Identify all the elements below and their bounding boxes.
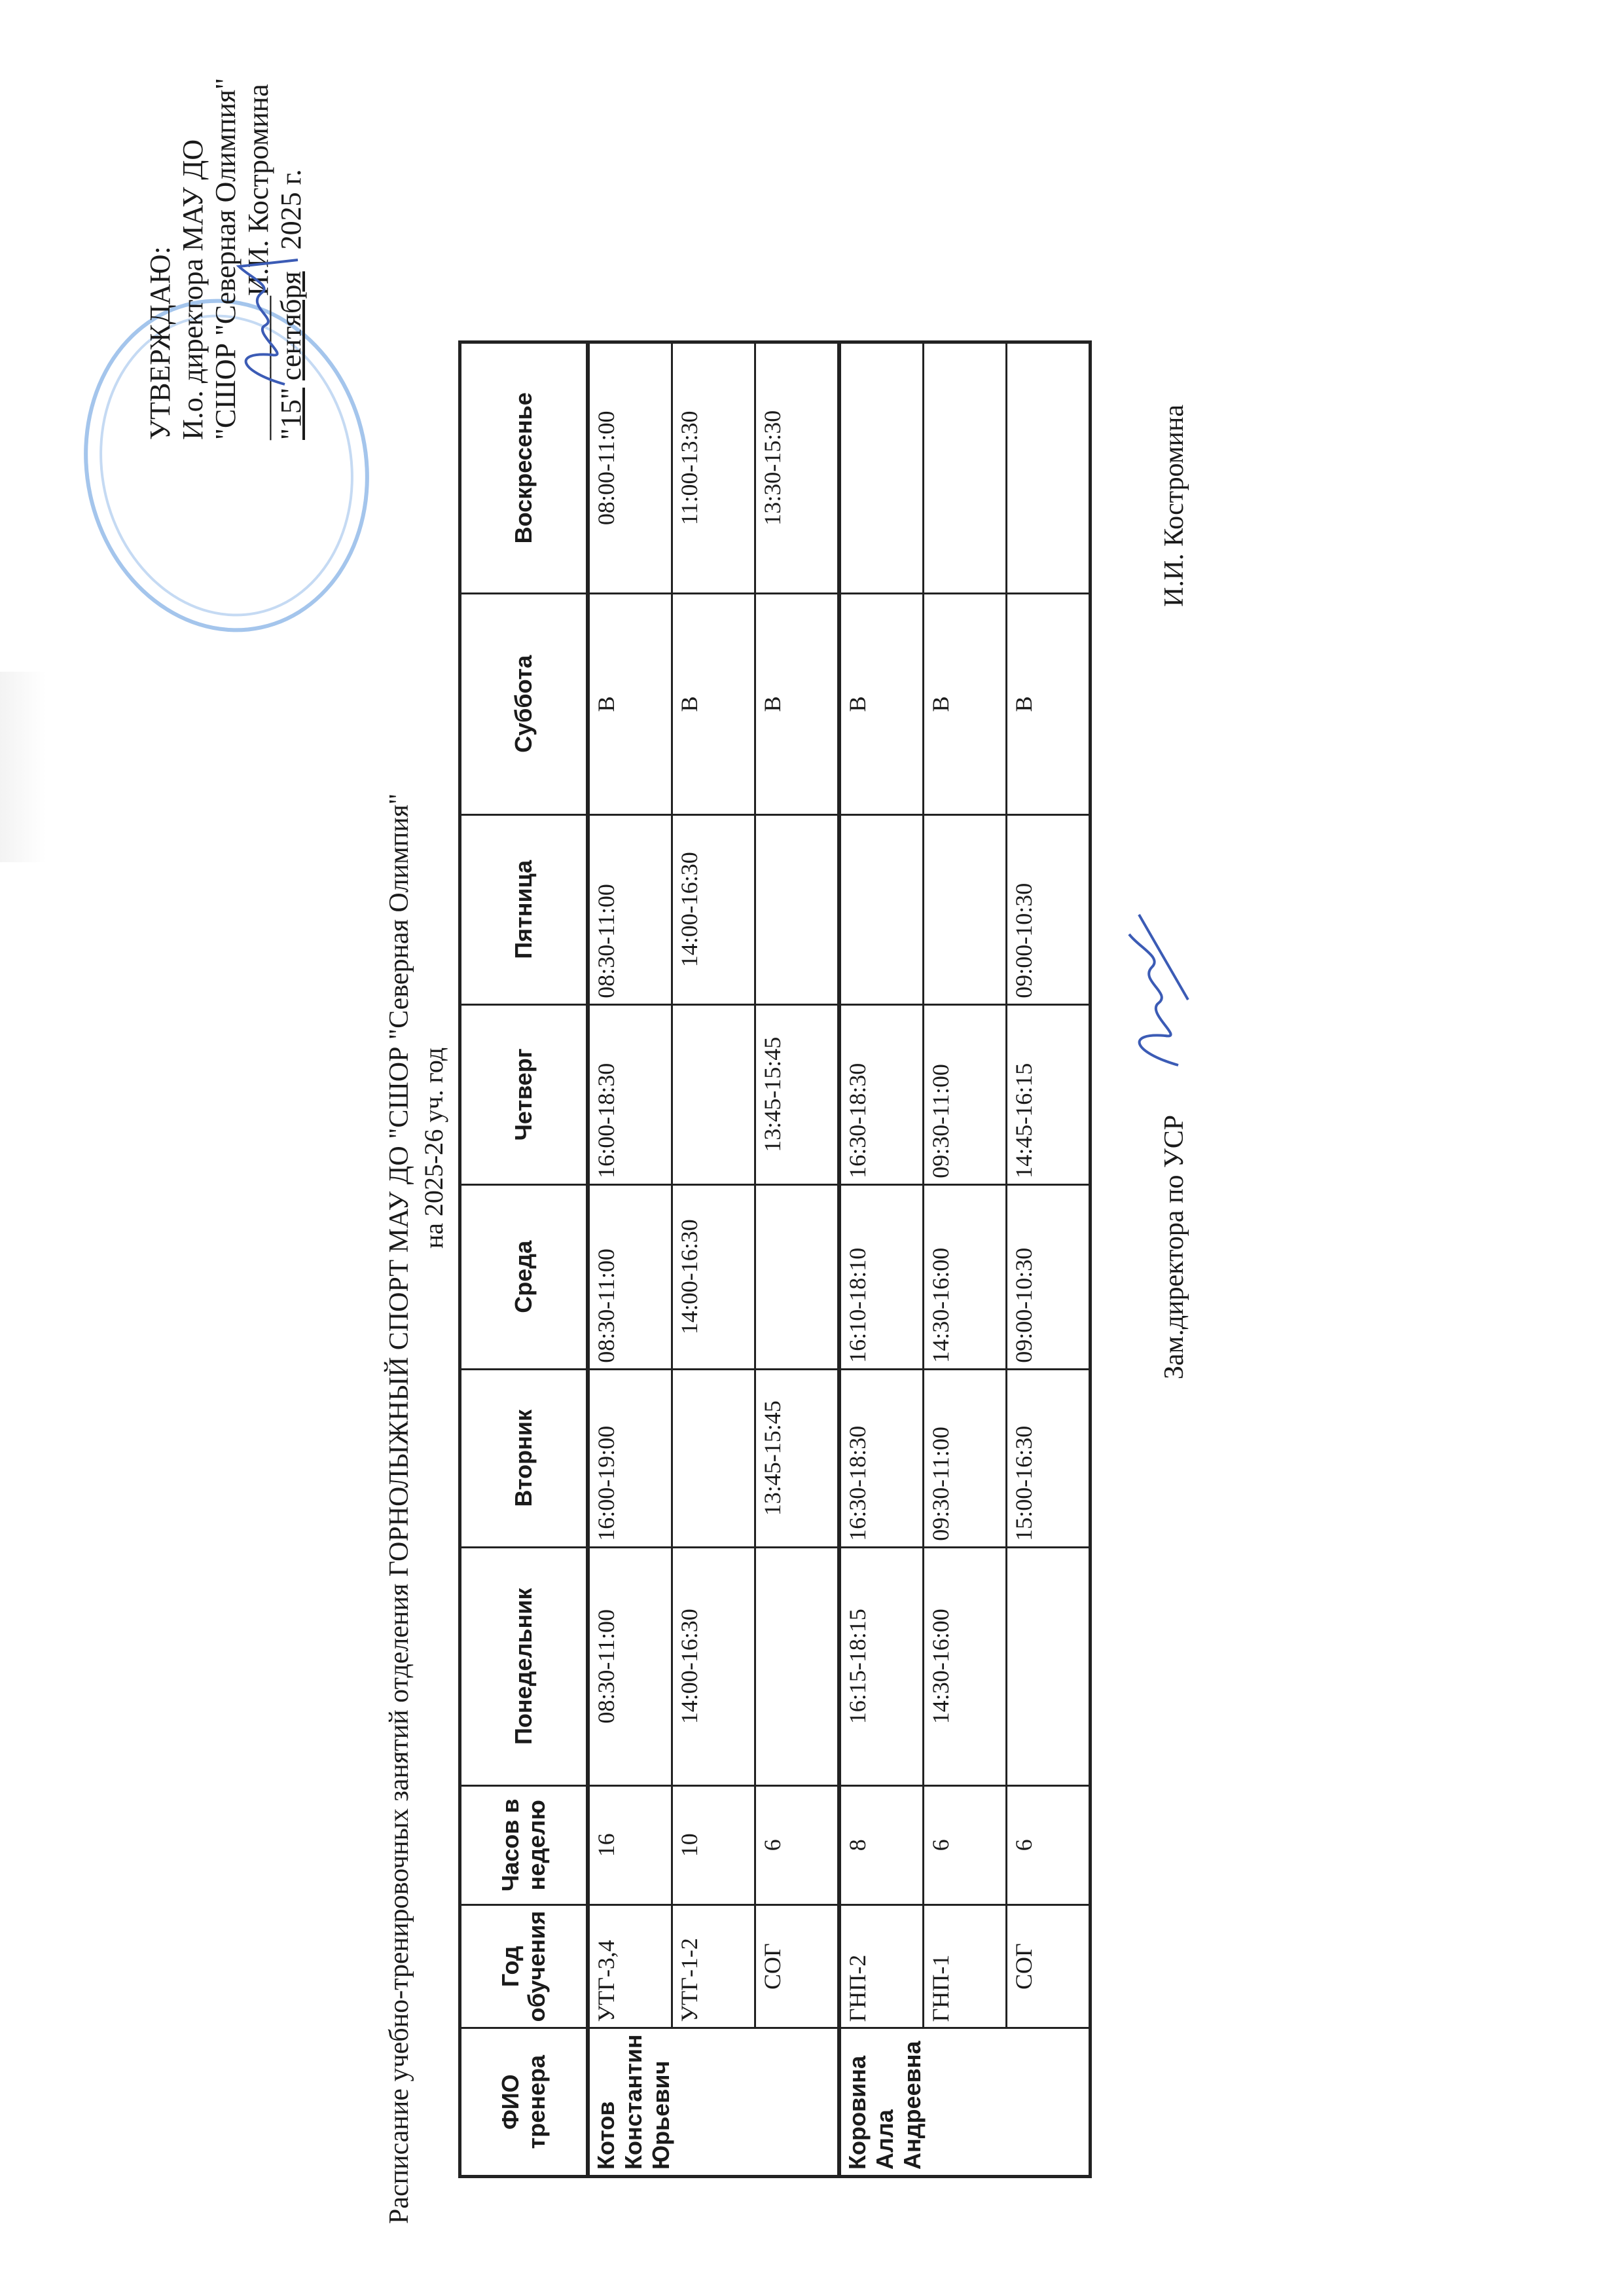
footer-role: Зам.директора по УСР (1159, 1114, 1189, 1379)
document-subtitle: на 2025-26 уч. год (419, 1047, 448, 1249)
cell-hours: 6 (924, 1785, 1007, 1904)
cell-sat: В (924, 593, 1007, 814)
scan-artifact (0, 672, 46, 862)
table-row (755, 342, 840, 2176)
approval-year: 2025 г. (275, 169, 307, 250)
header-year: Год обучения (460, 1904, 588, 2028)
cell-wed: 09:00-10:30 (1007, 1184, 1091, 1369)
approver-name: И.И. Костромина (242, 84, 274, 296)
cell-hours: 16 (588, 1785, 672, 1904)
cell-hours: 8 (839, 1785, 924, 1904)
cell-sat: В (672, 593, 755, 814)
approver-signature (226, 240, 304, 391)
cell-hours: 6 (1007, 1785, 1091, 1904)
cell-sat: В (755, 593, 840, 814)
cell-sat: В (839, 593, 924, 814)
cell-fri: 08:30-11:00 (588, 814, 672, 1004)
cell-year: СОГ (1007, 1904, 1091, 2028)
cell-thu (672, 1004, 755, 1184)
cell-tue: 13:45-15:45 (755, 1369, 840, 1547)
schedule-table (458, 340, 1092, 2178)
header-saturday: Суббота (460, 593, 588, 814)
approval-line-3: "СШОР "Северная Олимпия" (209, 77, 242, 440)
cell-sat: В (1007, 593, 1091, 814)
table-row (1007, 342, 1091, 2176)
table-row (672, 342, 755, 2176)
footer-signature (1113, 908, 1198, 1078)
cell-mon: 14:00-16:30 (672, 1547, 755, 1785)
cell-tue (672, 1369, 755, 1547)
cell-hours: 10 (672, 1785, 755, 1904)
table-row (924, 342, 1007, 2176)
header-sunday: Воскресенье (460, 342, 588, 593)
cell-sun (1007, 342, 1091, 593)
cell-thu: 13:45-15:45 (755, 1004, 840, 1184)
header-thursday: Четверг (460, 1004, 588, 1184)
approval-line-1: УТВЕРЖДАЮ: (144, 246, 176, 440)
cell-tue: 09:30-11:00 (924, 1369, 1007, 1547)
cell-sun: 11:00-13:30 (672, 342, 755, 593)
cell-wed: 16:10-18:10 (839, 1184, 924, 1369)
cell-thu: 16:30-18:30 (839, 1004, 924, 1184)
cell-sat: В (588, 593, 672, 814)
cell-thu: 14:45-16:15 (1007, 1004, 1091, 1184)
cell-mon: 08:30-11:00 (588, 1547, 672, 1785)
cell-year: УТГ-1-2 (672, 1904, 755, 2028)
cell-tue: 16:30-18:30 (839, 1369, 924, 1547)
cell-thu: 09:30-11:00 (924, 1004, 1007, 1184)
cell-year: ГНП-2 (839, 1904, 924, 2028)
coach-name: Коровина Алла Андреевна (839, 2028, 1091, 2177)
cell-hours: 6 (755, 1785, 840, 1904)
cell-mon (755, 1547, 840, 1785)
header-friday: Пятница (460, 814, 588, 1004)
cell-sun: 13:30-15:30 (755, 342, 840, 593)
document-title: Расписание учебно-тренировочных занятий отделения ГОРНОЛЫЖНЫЙ СПОРТ МАУ ДО "СШОР "Северная Олимпия" (384, 793, 414, 2224)
cell-fri (755, 814, 840, 1004)
cell-fri: 14:00-16:30 (672, 814, 755, 1004)
cell-wed (755, 1184, 840, 1369)
cell-year: СОГ (755, 1904, 840, 2028)
cell-mon (1007, 1547, 1091, 1785)
cell-fri (924, 814, 1007, 1004)
header-wednesday: Среда (460, 1184, 588, 1369)
cell-sun (839, 342, 924, 593)
table-header-row (460, 342, 588, 2176)
table-row (588, 342, 672, 2176)
cell-fri (839, 814, 924, 1004)
header-monday: Понедельник (460, 1547, 588, 1785)
approval-month: сентября (275, 271, 307, 381)
cell-year: УТГ-3,4 (588, 1904, 672, 2028)
cell-sun: 08:00-11:00 (588, 342, 672, 593)
cell-tue: 15:00-16:30 (1007, 1369, 1091, 1547)
signature-blank: __________ (242, 296, 274, 440)
cell-wed: 08:30-11:00 (588, 1184, 672, 1369)
cell-fri: 09:00-10:30 (1007, 814, 1091, 1004)
cell-thu: 16:00-18:30 (588, 1004, 672, 1184)
approval-day: "15" (275, 388, 307, 440)
cell-tue: 16:00-19:00 (588, 1369, 672, 1547)
cell-mon: 16:15-18:15 (839, 1547, 924, 1785)
approval-line-2: И.о. директора МАУ ДО (177, 139, 209, 440)
cell-year: ГНП-1 (924, 1904, 1007, 2028)
coach-name: Котов Константин Юрьевич (588, 2028, 839, 2177)
header-hours: Часов в неделю (460, 1785, 588, 1904)
cell-wed: 14:00-16:30 (672, 1184, 755, 1369)
footer-name: И.И. Костромина (1159, 404, 1189, 607)
header-coach: ФИО тренера (460, 2028, 588, 2177)
cell-sun (924, 342, 1007, 593)
header-tuesday: Вторник (460, 1369, 588, 1547)
cell-wed: 14:30-16:00 (924, 1184, 1007, 1369)
cell-mon: 14:30-16:00 (924, 1547, 1007, 1785)
table-row (839, 342, 924, 2176)
